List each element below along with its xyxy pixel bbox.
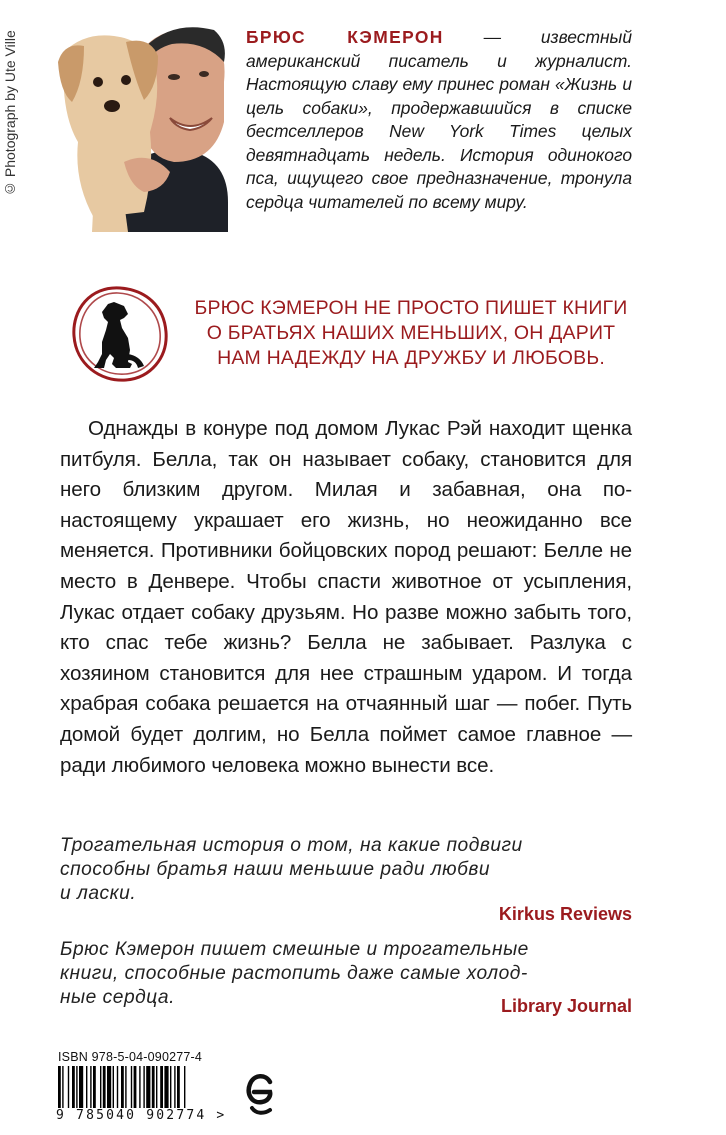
publisher-logo-icon	[244, 1068, 274, 1118]
isbn-label: ISBN 978-5-04-090277-4	[58, 1050, 203, 1064]
review-quote-line: книги, способные растопить даже самые холод-	[60, 963, 528, 984]
review-source: Library Journal	[500, 996, 632, 1016]
tagline-line: НАМ НАДЕЖДУ НА ДРУЖБУ И ЛЮБОВЬ.	[217, 347, 605, 369]
dog-silhouette-icon	[68, 284, 172, 384]
review-quote-line: Брюс Кэмерон пишет смешные и трогательные	[60, 939, 529, 960]
synopsis-text: Однажды в конуре под домом Лукас Рэй находит щенка питбуля. Белла, так он называет собаку, становится для него близким другом. Милая и забавная, она по-настоящему украшает его жизнь, но неожиданно все меняется. Противники бойцовских пород решают: Белле не место в Денвере. Чтобы спасти животное от усыпления, Лукас отдает собаку друзьям. Но разве можно забыть того, кто спас тебе жизнь? Белла не забывает. Разлука с хозяином становится для нее страшным ударом. И тогда храбрая собака решается на отчаянный шаг — побег. Путь домой будет долгим, но Белла поймет самое главное — ради любимого человека можно вынести все.	[60, 417, 632, 777]
tagline-line: БРЮС КЭМЕРОН НЕ ПРОСТО ПИШЕТ КНИГИ	[194, 297, 628, 319]
review-quote-line: способны братья наши меньшие ради любви	[60, 859, 491, 880]
review-source: Kirkus Reviews	[498, 904, 632, 924]
review-quote	[60, 834, 632, 906]
review-quote-line: ные сердца.	[60, 987, 175, 1008]
author-bio	[246, 26, 632, 214]
photo-credit: © Photograph by Ute Ville	[2, 30, 18, 197]
author-bio-text: — известный американский писатель и журналист. Настоящую славу ему принес роман «Жизнь и цель собаки», продержавшийся в списке бестселлеров New York Times целых девятнадцать недель. История одинокого пса, ищущего свое предназначение, тронула сердца читателей по всему миру.	[246, 27, 632, 212]
barcode-number: 9 785040 902774 >	[56, 1108, 228, 1126]
tagline-line: О БРАТЬЯХ НАШИХ МЕНЬШИХ, ОН ДАРИТ	[206, 322, 616, 344]
author-name: БРЮС КЭМЕРОН	[246, 27, 444, 47]
review-quote-line: Трогательная история о том, на какие подвиги	[60, 835, 523, 856]
review-quote-line: и ласки.	[60, 883, 137, 904]
author-photo	[54, 22, 228, 232]
tagline	[178, 296, 644, 371]
